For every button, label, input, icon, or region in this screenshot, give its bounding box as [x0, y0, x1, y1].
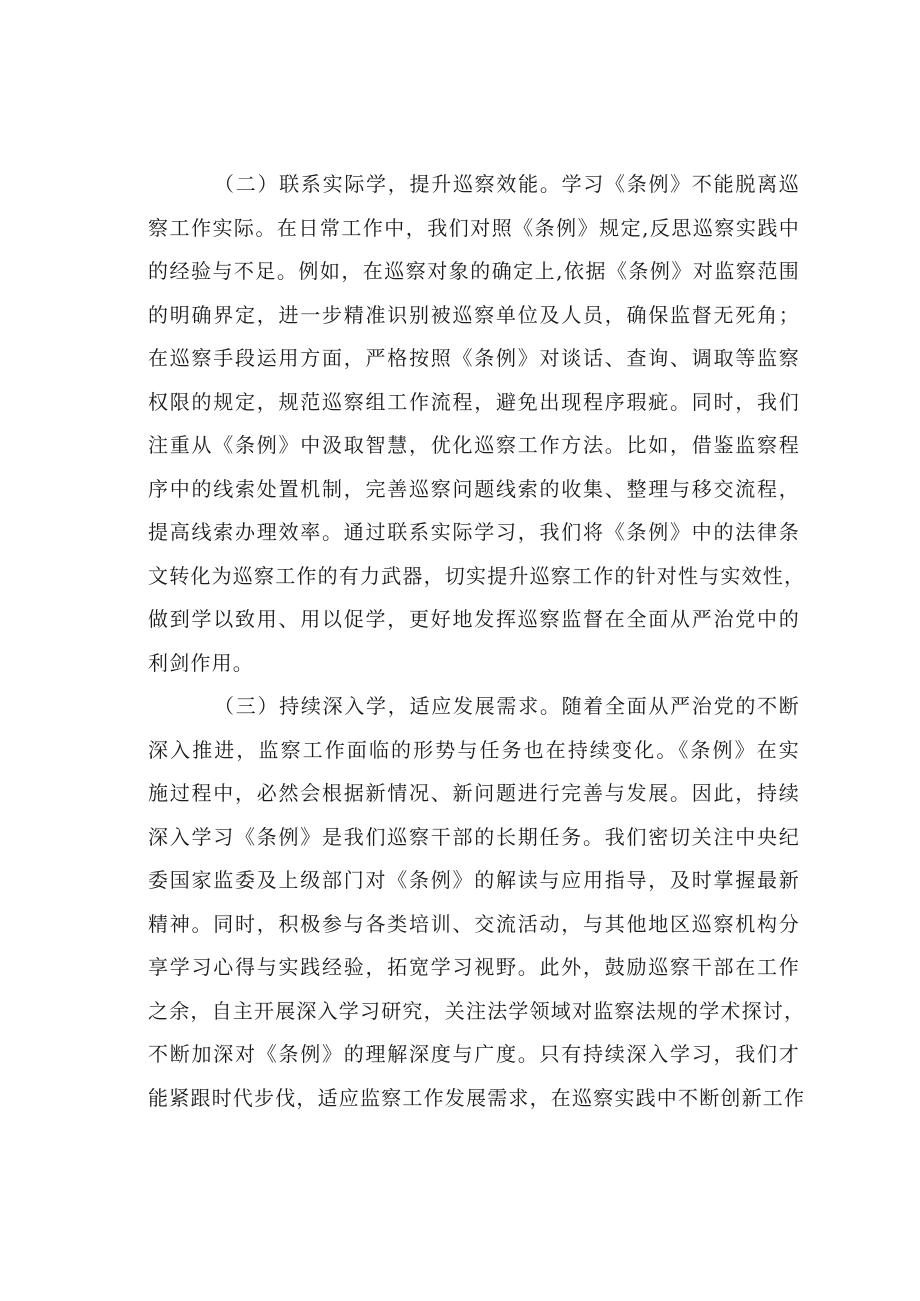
text-line: 权限的规定，规范巡察组工作流程，避免出现程序瑕疵。同时，我们	[148, 389, 800, 414]
text-line: 察工作实际。在日常工作中，我们对照《条例》规定,反思巡察实践中	[148, 215, 800, 240]
paragraph-section-2	[148, 163, 806, 685]
text-line: 施过程中，必然会根据新情况、新问题进行完善与发展。因此，持续	[148, 781, 800, 805]
text-line: 能紧跟时代步伐，适应监察工作发展需求，在巡察实践中不断创新工作	[148, 1085, 806, 1110]
text-line: 深入学习《条例》是我们巡察干部的长期任务。我们密切关注中央纪	[148, 824, 800, 849]
text-line: 在巡察手段运用方面，严格按照《条例》对谈话、查询、调取等监察	[148, 346, 800, 370]
text-line: 精神。同时，积极参与各类培训、交流活动，与其他地区巡察机构分	[148, 911, 800, 936]
paragraph-section-3	[148, 685, 806, 1120]
text-line: 享学习心得与实践经验，拓宽学习视野。此外，鼓励巡察干部在工作	[148, 955, 800, 979]
text-line: 序中的线索处置机制，完善巡察问题线索的收集、整理与移交流程，	[148, 476, 800, 501]
text-line: （三）持续深入学，适应发展需求。随着全面从严治党的不断	[214, 694, 800, 718]
text-line: （二）联系实际学，提升巡察效能。学习《条例》不能脱离巡	[214, 172, 800, 196]
text-line: 利剑作用。	[148, 650, 254, 675]
text-line: 注重从《条例》中汲取智慧，优化巡察工作方法。比如，借鉴监察程	[148, 433, 800, 457]
text-line: 的明确界定，进一步精准识别被巡察单位及人员，确保监督无死角；	[148, 302, 800, 327]
text-line: 不断加深对《条例》的理解深度与广度。只有持续深入学习，我们才	[148, 1042, 800, 1066]
text-line: 提高线索办理效率。通过联系实际学习，我们将《条例》中的法律条	[148, 520, 800, 544]
text-line: 之余，自主开展深入学习研究，关注法学领域对监察法规的学术探讨，	[148, 998, 806, 1023]
text-line: 文转化为巡察工作的有力武器，切实提升巡察工作的针对性与实效性，	[148, 563, 806, 588]
body-text	[148, 163, 806, 1120]
text-line: 委国家监委及上级部门对《条例》的解读与应用指导，及时掌握最新	[148, 868, 800, 892]
text-line: 深入推进，监察工作面临的形势与任务也在持续变化。《条例》在实	[148, 737, 800, 762]
text-line: 的经验与不足。例如，在巡察对象的确定上,依据《条例》对监察范围	[148, 259, 800, 283]
text-line: 做到学以致用、用以促学，更好地发挥巡察监督在全面从严治党中的	[148, 607, 800, 631]
